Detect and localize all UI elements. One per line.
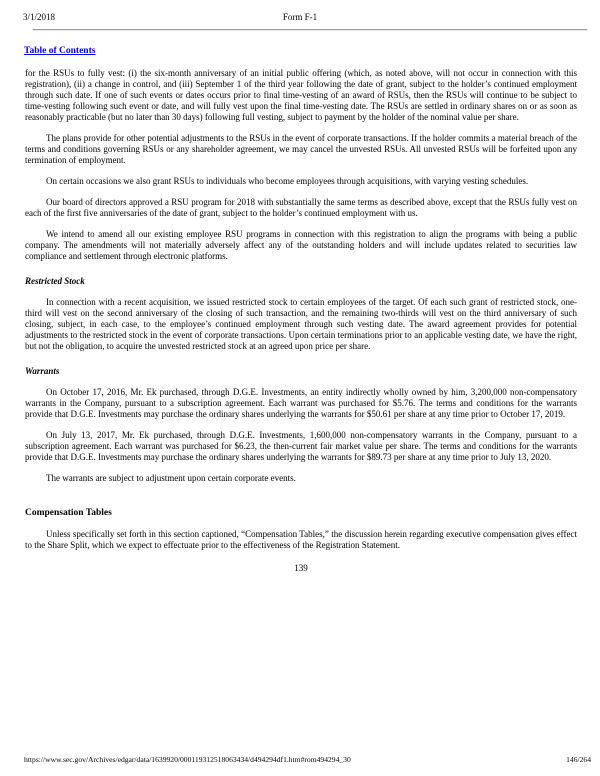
paragraph: The plans provide for other potential adjustments to the RSUs in the event of corporate transactions. If the holder commits a material breach of the terms and conditions governing RSUs or any shareholder agreement, we may cancel the unvested RSUs. All unvested RSUs will be forfeited upon any termination of employment. <box>25 133 577 165</box>
footer-url: https://www.sec.gov/Archives/edgar/data/1639920/000119312518063434/d494294df1.htm#rom494294_30 <box>24 755 351 764</box>
paragraph: On certain occasions we also grant RSUs to individuals who become employees through acquisitions, with varying vesting schedules. <box>46 176 529 186</box>
page-number: 139 <box>294 563 308 573</box>
paragraph: On October 17, 2016, Mr. Ek purchased, through D.G.E. Investments, an entity indirectly wholly owned by him, 3,200,000 non-compensatory warrants in the Company, pursuant to a subscription agreement. Each warrant was purchased for $5.76. The terms and conditions for the warrants provide that D.G.E. Investments may purchase the ordinary shares underlying the warrants for $50.61 per share at any time prior to October 17, 2019. <box>25 387 577 419</box>
table-of-contents-link-row <box>24 46 575 56</box>
subheading-restricted-stock: Restricted Stock <box>25 276 85 286</box>
paragraph: In connection with a recent acquisition, we issued restricted stock to certain employees of the target. Of each such grant of restricted stock, one-third will vest on the second anniversary of the closing of such transaction, and the remaining two-thirds will vest on the third anniversary of such closing, subject, in each case, to the employee’s continued employment through such vesting date. The award agreement provides for potential adjustments to the restricted stock in the event of corporate transactions. Upon certain terminations prior to an applicable vesting date, we have the right, but not the obligation, to acquire the unvested restricted stock at an agreed upon price per share. <box>25 297 577 351</box>
paragraph: Unless specifically set forth in this section captioned, “Compensation Tables,” the discussion herein regarding executive compensation gives effect to the Share Split, which we expect to effectuate prior to the effectiveness of the Registration Statement. <box>25 529 577 550</box>
header-divider <box>33 29 587 31</box>
footer-pagination: 146/264 <box>566 755 591 764</box>
subheading-warrants: Warrants <box>25 366 60 376</box>
document-title: Form F-1 <box>282 12 318 22</box>
paragraph: for the RSUs to fully vest: (i) the six-month anniversary of an initial public offering (which, as noted above, will not occur in connection with this registration), (ii) a change in control, and (iii) September 1 of the third year following the date of grant, subject to the holder’s continued employment through such date. If one of such events or dates occurs prior to final time-vesting of an award of RSUs, then the RSUs will continue to be subject to time-vesting following such event or date, and will fully vest upon the final time-vesting date. The RSUs are settled in ordinary shares on or as soon as reasonably practicable (but no later than 30 days) following full vesting, subject to payment by the holder of the nominal value per share. <box>25 68 577 122</box>
paragraph: On July 13, 2017, Mr. Ek purchased, through D.G.E. Investments, 1,600,000 non-compensatory warrants in the Company, pursuant to a subscription agreement. Each warrant was purchased for $6.23, the then-current fair market value per share. The terms and conditions for the warrants provide that D.G.E. Investments may purchase the ordinary shares underlying the warrants for $89.73 per share at any time prior to July 13, 2020. <box>25 430 577 462</box>
print-date: 3/1/2018 <box>23 12 56 22</box>
print-header <box>0 0 600 24</box>
document-body <box>25 68 577 574</box>
section-heading-compensation-tables: Compensation Tables <box>25 508 112 518</box>
paragraph: The warrants are subject to adjustment upon certain corporate events. <box>46 473 296 483</box>
table-of-contents-link[interactable]: Table of Contents <box>24 46 96 56</box>
paragraph: We intend to amend all our existing employee RSU programs in connection with this registration to align the programs with being a public company. The amendments will not materially adversely affect any of the outstanding holders and will include updates related to securities law compliance and settlement through electronic platforms. <box>25 229 577 261</box>
paragraph: Our board of directors approved a RSU program for 2018 with substantially the same terms as described above, except that the RSUs fully vest on each of the first five anniversaries of the date of grant, subject to the holder’s continued employment with us. <box>25 197 577 218</box>
print-footer <box>24 755 591 764</box>
